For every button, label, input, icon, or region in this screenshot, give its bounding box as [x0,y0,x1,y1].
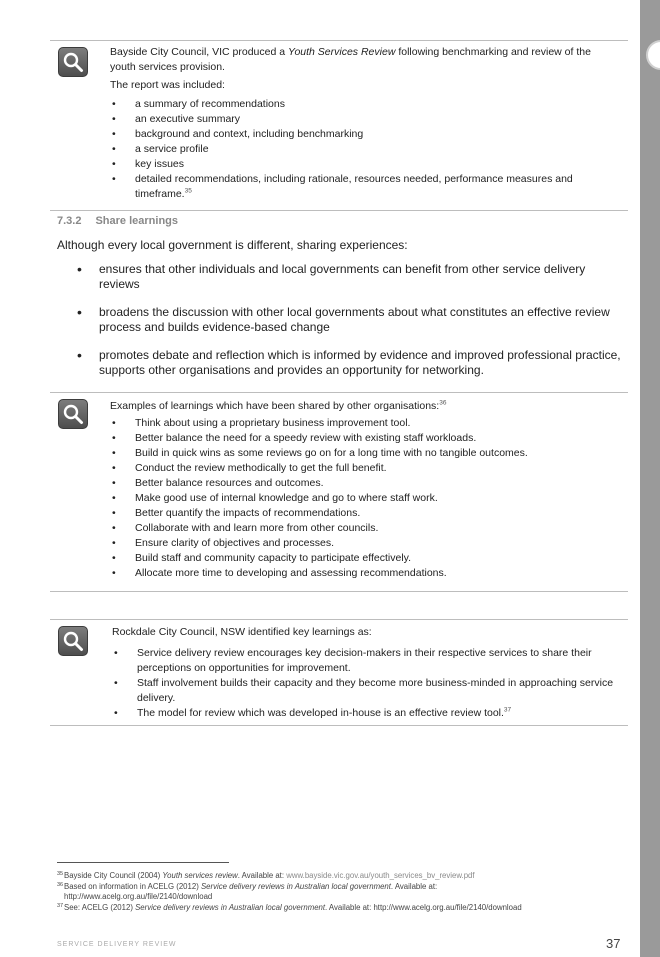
body-text [57,238,627,391]
list-item: • promotes debate and reflection which is informed by evidence and improved professional practice, supports other organisations and provides an opportunity for networking. [57,348,627,379]
list-item: • an executive summary [110,112,618,127]
rockdale-list [112,646,618,721]
footnote-37: 37 See: ACELG (2012) Service delivery reviews in Australian local government. Available at: http://www.acelg.org.au/file/2140/download [57,902,522,912]
list-item: • Build staff and community capacity to participate effectively. [110,551,618,566]
list-item: • Think about using a proprietary business improvement tool. [110,416,618,431]
case-study-box-bayside [50,40,628,211]
running-title: SERVICE DELIVERY REVIEW [57,941,177,948]
case-study-intro: Bayside City Council, VIC produced a Youth Services Review following benchmarking and review of the youth services provision. [110,46,591,73]
list-item: • a service profile [110,142,618,157]
rockdale-lead: Rockdale City Council, NSW identified key learnings as: [112,626,372,638]
list-item: • Make good use of internal knowledge and go to where staff work. [110,491,618,506]
footnotes [57,871,627,913]
magnifier-icon [58,47,88,77]
list-item: • The model for review which was developed in-house is an effective review tool.$^{37}$ [112,706,618,721]
learnings-lead: Examples of learnings which have been shared by other organisations:$^{36}$ [110,399,447,412]
side-bar [640,0,660,957]
list-item: • broadens the discussion with other local governments about what constitutes an effective review process and builds evidence-based change [57,305,627,336]
list-item: • Better quantify the impacts of recommendations. [110,506,618,521]
footnote-35: 35 Bayside City Council (2004) Youth services review. Available at: www.bayside.vic.gov.au/youth_services_bv_review.pdf [57,871,475,880]
magnifier-icon [58,626,88,656]
footnote-36: 36 Based on information in ACELG (2012) Service delivery reviews in Australian local government. Available at: http://www.acelg.org.au/file/2140/download [57,881,438,901]
section-heading [57,215,192,227]
case-study-box-rockdale [50,619,628,726]
footnote-ref: 37 [503,706,512,714]
footnote-link[interactable]: http://www.acelg.org.au/file/2140/download [64,892,213,901]
learnings-list [110,416,618,581]
footnote-link[interactable]: www.bayside.vic.gov.au/youth_services_bv_review.pdf [286,871,475,880]
benefits-list [57,262,627,379]
footnote-link[interactable]: http://www.acelg.org.au/file/2140/download [373,902,522,912]
magnifier-icon [58,399,88,429]
list-item: • Collaborate with and learn more from other councils. [110,521,618,536]
page-number: 37 [606,936,621,951]
list-item: • Ensure clarity of objectives and processes. [110,536,618,551]
list-item: • detailed recommendations, including rationale, resources needed, performance measures and timeframe.$^{35}$ [110,172,618,202]
list-item: • Build in quick wins as some reviews go on for a long time with no tangible outcomes. [110,446,618,461]
list-item: • key issues [110,157,618,172]
list-item: • ensures that other individuals and local governments can benefit from other service delivery reviews [57,262,627,293]
report-items-list [110,97,618,202]
case-study-text [110,45,618,202]
learnings-text [110,399,618,581]
list-item: • background and context, including benchmarking [110,127,618,142]
list-item: • Service delivery review encourages key decision-makers in their respective services to share their perceptions on opportunities for improvement. [112,646,618,676]
learnings-box [50,392,628,592]
list-item: • Better balance resources and outcomes. [110,476,618,491]
list-item: • Conduct the review methodically to get the full benefit. [110,461,618,476]
footnote-separator [57,862,229,863]
case-study-lead: The report was included: [110,79,225,91]
list-item: • Better balance the need for a speedy review with existing staff workloads. [110,431,618,446]
section-title: Share learnings [95,215,179,227]
list-item: • a summary of recommendations [110,97,618,112]
footnote-ref: 36 [439,399,447,407]
section-number: 7.3.2 [57,215,82,227]
list-item: • Allocate more time to developing and assessing recommendations. [110,566,618,581]
list-item: • Staff involvement builds their capacity and they become more business-minded in approaching service delivery. [112,676,618,706]
rockdale-text [112,625,618,721]
body-intro: Although every local government is different, sharing experiences: [57,238,408,252]
footnote-ref: 35 [184,187,192,195]
